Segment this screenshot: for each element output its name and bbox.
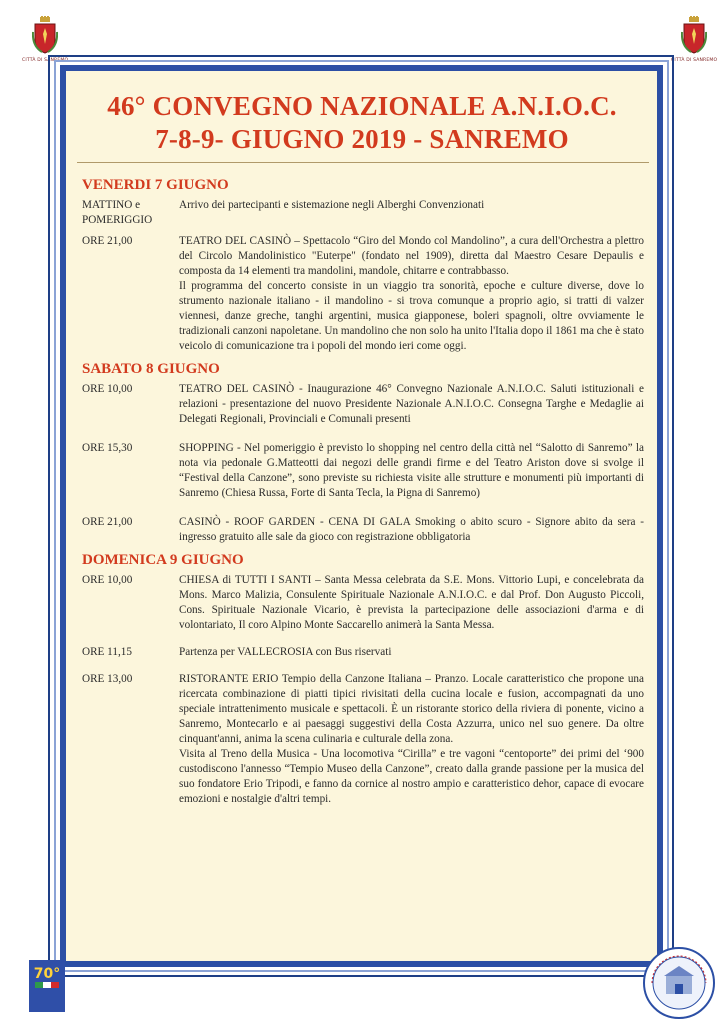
day-heading-sunday: DOMENICA 9 GIUGNO xyxy=(82,552,244,568)
description-paragraph: RISTORANTE ERIO Tempio della Canzone Italiana – Pranzo. Locale caratteristico che propone una ricercata combinazione di piatti tipici rivisitati della cucina locale e fusion, accompagnati da uno speciale intrattenimento musicale e spettacoli. È un ristorante storico della riviera di ponente, vicino a Sanremo, Montecarlo e ai paesaggi suggestivi della Costa Azzurra, unico nel suo genere. Da oltre cinquant'anni, anima la scena culinaria e culturale della zona. xyxy=(179,673,644,745)
description-paragraph: Arrivo dei partecipanti e sistemazione negli Alberghi Convenzionati xyxy=(179,199,485,211)
schedule-time: ORE 11,15 xyxy=(82,646,132,658)
schedule-time: ORE 21,00 xyxy=(82,516,133,528)
schedule-time: ORE 13,00 xyxy=(82,673,133,685)
description-paragraph: Partenza per VALLECROSIA con Bus riservati xyxy=(179,646,392,658)
page-title xyxy=(72,90,652,156)
schedule-row xyxy=(82,515,644,545)
title-divider xyxy=(77,162,649,163)
city-coat-of-arms-icon xyxy=(32,16,58,56)
title-line-2: 7-8-9- GIUGNO 2019 - SANREMO xyxy=(155,124,569,154)
day-heading-friday: VENERDI 7 GIUGNO xyxy=(82,177,229,193)
tricolor-ribbon-icon xyxy=(35,982,59,988)
city-coat-of-arms-icon xyxy=(681,16,707,56)
schedule-description xyxy=(179,573,644,633)
schedule-row xyxy=(82,441,644,501)
description-paragraph: CASINÒ - ROOF GARDEN - CENA DI GALA Smoking o abito scuro - Signore abito da sera - ingresso gratuito alle sale da gioco con registrazione obbligatoria xyxy=(179,516,644,543)
crest-caption: CITTÀ DI SANREMO xyxy=(671,58,718,63)
schedule-description xyxy=(179,645,644,660)
schedule-description xyxy=(179,198,644,228)
schedule-time: ORE 10,00 xyxy=(82,574,133,586)
anniversary-number: 70° xyxy=(33,966,61,982)
schedule-row xyxy=(82,382,644,427)
program-schedule xyxy=(82,176,644,813)
description-paragraph: TEATRO DEL CASINÒ – Spettacolo “Giro del Mondo col Mandolino”, a cura dell'Orchestra a plettro del Circolo Mandolinistico "Euterpe" (fondato nel 1909), diretta dal Maestro Cesare Depaulis e composta da 14 elementi tra mandolini, mandole, chitarre e contrabbasso. xyxy=(179,235,644,277)
description-paragraph: Il programma del concerto consiste in un viaggio tra sonorità, epoche e culture diverse, dove lo strumento nazionale italiano - il mandolino - si trova comunque a proprio agio, si tratti di valzer viennesi, danze greche, tanghi argentini, musica giapponese, boleri spagnoli, oltre ovviamente le tradizionali canzoni napoletane. Un mandolino che non solo ha unito l'Italia dopo il 1861 ma che è stato veicolo di comunicazione tra i popoli del mondo ieri come oggi. xyxy=(179,280,644,352)
crest-right xyxy=(671,16,717,63)
description-paragraph: TEATRO DEL CASINÒ - Inaugurazione 46° Convegno Nazionale A.N.I.O.C. Saluti istituzionali e relazioni - presentazione del nuovo Presidente Nazionale A.N.I.O.C. Consegna Targhe e Medaglie ai Delegati Regionali, Provinciali e Comunali presenti xyxy=(179,383,644,425)
description-paragraph: Visita al Treno della Musica - Una locomotiva “Cirilla” e tre vagoni “centoporte” dei primi del ‘900 custodiscono l'annesso “Tempio Museo della Canzone”, creato dalla grande passione per la musica del suo fondatore Erio Tripodi, e fanno da cornice al nostro ampio e caratteristico dehor, capace di evocare emozioni e nostalgie d'altri tempi. xyxy=(179,748,644,805)
schedule-row xyxy=(82,234,644,354)
schedule-description xyxy=(179,515,644,545)
schedule-time: ORE 10,00 xyxy=(82,383,133,395)
schedule-row xyxy=(82,198,644,228)
description-paragraph: CHIESA di TUTTI I SANTI – Santa Messa celebrata da S.E. Mons. Vittorio Lupi, e concelebrata da Mons. Marco Malizia, Consulente Spirituale Nazionale A.N.I.O.C. e dal Prof. Don Augusto Piccoli, Cons. Spirituale Nazionale Vicario, è prevista la partecipazione delle associazioni d'arma e di volontariato, Il coro Alpino Monte Saccarello animerà la Santa Messa. xyxy=(179,574,644,631)
day-heading-saturday: SABATO 8 GIUGNO xyxy=(82,361,220,377)
schedule-row xyxy=(82,672,644,807)
schedule-description xyxy=(179,672,644,807)
schedule-row xyxy=(82,645,644,660)
anniversary-logo xyxy=(29,960,65,1012)
schedule-time: MATTINO e POMERIGGIO xyxy=(82,199,153,226)
association-seal-icon xyxy=(642,946,716,1020)
crest-caption: CITTÀ DI SANREMO xyxy=(22,58,69,63)
schedule-time: ORE 15,30 xyxy=(82,442,133,454)
schedule-description xyxy=(179,234,644,354)
schedule-time: ORE 21,00 xyxy=(82,235,133,247)
schedule-row xyxy=(82,573,644,633)
description-paragraph: SHOPPING - Nel pomeriggio è previsto lo shopping nel centro della città nel “Salotto di Sanremo” la nota via pedonale G.Matteotti dai negozi delle grandi firme e del Teatro Ariston dove si svolge il “Festival della Canzone”, sono previste su richiesta visite alle strutture e monumenti più importanti di Sanremo (Chiesa Russa, Forte di Santa Tecla, la Pigna di Sanremo) xyxy=(179,442,644,499)
title-line-1: 46° CONVEGNO NAZIONALE A.N.I.O.C. xyxy=(107,91,617,121)
schedule-description xyxy=(179,441,644,501)
schedule-description xyxy=(179,382,644,427)
